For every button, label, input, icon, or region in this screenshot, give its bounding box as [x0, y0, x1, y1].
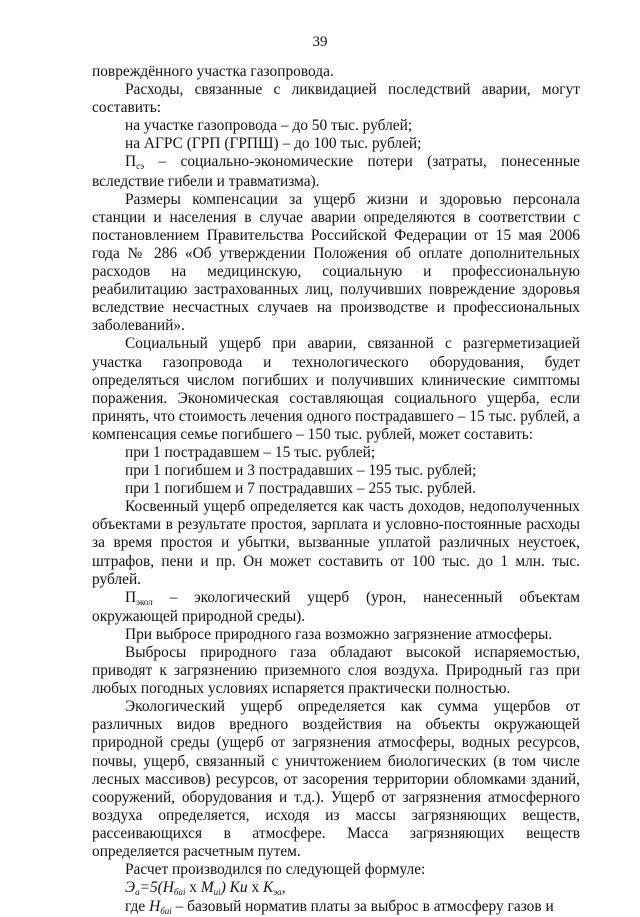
- paragraph: Социальный ущерб при аварии, связанной с разгерметизацией участка газопровода и технологического оборудования, будет определяться числом погибших и получивших клинические симптомы поражения. Экономическая составляющая социального ущерба, если принять, что стоимость лечения одного пострадавшего – 15 тыс. рублей, а компенсация семье погибшего – 150 тыс. рублей, может составить:: [92, 335, 580, 443]
- formula-part: ): [220, 879, 230, 897]
- formula-part: Н: [162, 879, 174, 897]
- list-item: при 1 пострадавшем – 15 тыс. рублей;: [125, 443, 376, 461]
- symbol: Н: [149, 898, 161, 916]
- subscript: баi: [160, 906, 172, 917]
- paragraph-text: – социально-экономические потери (затраты, понесенные вследствие гибели и травматизма).: [92, 153, 580, 190]
- formula-part: x: [247, 879, 263, 897]
- formula-part: ,: [281, 879, 286, 897]
- formula-lhs: Э: [125, 879, 136, 897]
- paragraph: Расчет производился по следующей формуле:: [125, 861, 426, 879]
- paragraph: Расходы, связанные с ликвидацией последствий аварии, могут составить:: [92, 81, 580, 117]
- paragraph: Выбросы природного газа обладают высокой испаряемостью, приводят к загрязнению приземного слоя воздуха. Природный газ при любых погодных условиях испаряется практически полностью.: [92, 644, 580, 698]
- formula-part: Ки: [229, 879, 248, 897]
- formula-part: М: [200, 879, 214, 897]
- list-item: на участке газопровода – до 50 тыс. рублей;: [125, 117, 413, 135]
- subscript: сэ: [136, 161, 145, 172]
- formula-part: =5(: [139, 879, 163, 897]
- formula-part: x: [185, 879, 201, 897]
- document-body: [92, 63, 580, 917]
- list-item: при 1 погибшем и 7 пострадавших – 255 тыс. рублей.: [125, 480, 477, 498]
- subscript: иi: [213, 887, 221, 898]
- paragraph: Косвенный ущерб определяется как часть доходов, недополученных объектами в результате простоя, зарплата и условно-постоянные расходы за время простоя и убытки, вызванные уплатой различных неустоек, штрафов, пени и пр. Он может составить от 100 тыс. до 1 млн. тыс. рублей.: [92, 498, 580, 588]
- symbol: П: [125, 588, 137, 606]
- paragraph: При выбросе природного газа возможно загрязнение атмосферы.: [125, 625, 553, 643]
- list-item: при 1 погибшем и 3 пострадавших – 195 тыс. рублей;: [125, 462, 477, 480]
- paragraph-text: где: [125, 898, 150, 916]
- subscript: эа: [273, 887, 282, 898]
- paragraph-text: – экологический ущерб (урон, нанесенный объектам окружающей природной среды).: [92, 588, 580, 625]
- paragraph-text: – базовый норматив платы за выброс в атмосферу газов и: [171, 898, 554, 916]
- subscript: баi: [173, 887, 186, 898]
- formula-part: К: [262, 879, 274, 897]
- paragraph: Размеры компенсации за ущерб жизни и здоровью персонала станции и населения в случае аварии определяются в соответствии с постановлением Правительства Российской Федерации от 15 мая 2006 года № 286 «Об утверждении Положения об оплате дополнительных расходов на медицинскую, социальную и профессиональную реабилитацию застрахованных лиц, получивших повреждение здоровья вследствие несчастных случаев на производстве и профессиональных заболеваний».: [92, 190, 580, 335]
- paragraph: [92, 153, 580, 190]
- symbol: П: [125, 153, 137, 171]
- paragraph: повреждённого участка газопровода.: [92, 63, 334, 80]
- paragraph: [92, 898, 580, 917]
- subscript: а: [135, 887, 140, 898]
- list-item: на АГРС (ГРП (ГРПШ) – до 100 тыс. рублей;: [125, 135, 422, 153]
- formula: [92, 879, 580, 898]
- subscript: экол: [136, 596, 153, 607]
- paragraph: [92, 589, 580, 626]
- page-number: 39: [312, 34, 328, 50]
- paragraph: Экологический ущерб определяется как сумма ущербов от различных видов вредного воздействия на объекты окружающей природной среды (ущерб от загрязнения атмосферы, водных ресурсов, почвы, ущерб, связанный с уничтожением биологических (в том числе лесных массивов) ресурсов, от засорения территории обломками зданий, сооружений, оборудования и т.д.). Ущерб от загрязнения атмосферного воздуха определяется, исходя из массы загрязняющих веществ, рассеивающихся в атмосфере. Масса загрязняющих веществ определяется расчетным путем.: [92, 698, 580, 861]
